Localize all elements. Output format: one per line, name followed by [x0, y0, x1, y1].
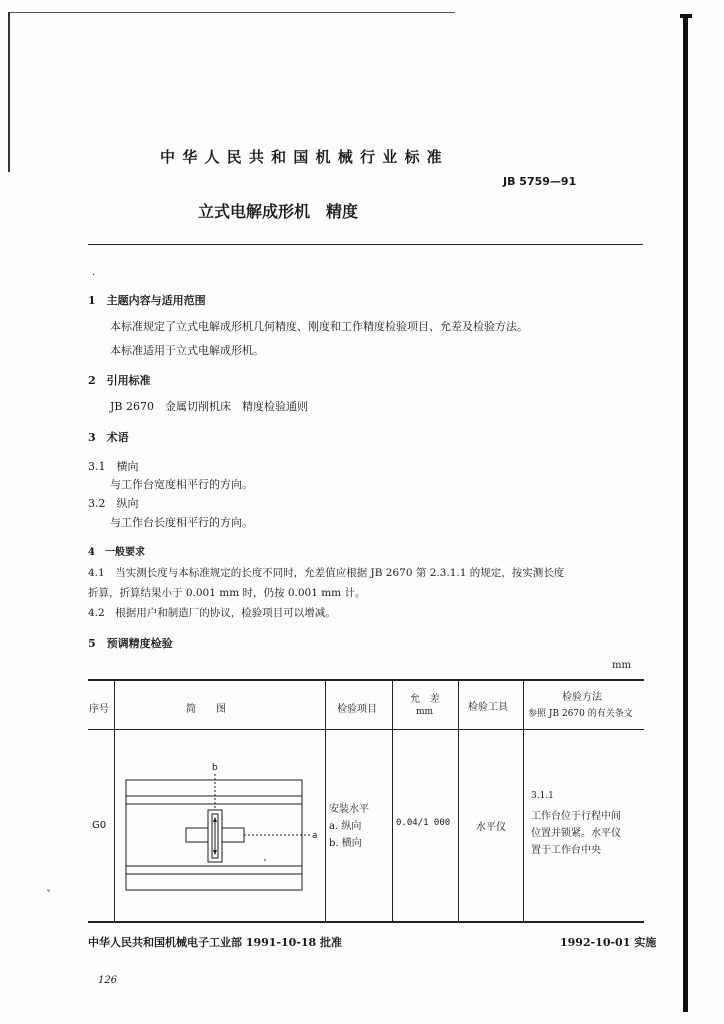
col-divider-1 [114, 680, 115, 922]
method-line-3: 位置并锁紧。水平仪 [531, 828, 621, 839]
scan-top-edge [8, 12, 455, 13]
col-divider-3 [392, 680, 393, 922]
speck-mark: · [92, 270, 96, 281]
scan-left-edge [8, 12, 10, 172]
term-3-1-definition: 与工作台宽度相平行的方向。 [110, 478, 253, 491]
item-line-3: b. 横向 [329, 838, 362, 849]
col-divider-5 [523, 680, 524, 922]
document-title: 立式电解成形机 精度 [198, 202, 359, 221]
section-2-reference: JB 2670 金属切削机床 精度检验通则 [110, 400, 308, 413]
section-4-heading: 4 一般要求 [88, 547, 145, 558]
clause-4-1-line-1: 4.1 当实测长度与本标准规定的长度不同时，允差值应根据 JB 2670 第 2.3.1.1 的规定，按实测长度 [88, 567, 565, 579]
speck-mark-2: ˇ [46, 890, 51, 901]
header-item: 检验项目 [337, 704, 377, 715]
header-tolerance-unit: mm [416, 707, 434, 717]
section-1-heading: 1 主题内容与适用范围 [88, 294, 206, 307]
table-top-rule [88, 679, 644, 681]
label-b: b [212, 763, 218, 773]
table-header-rule [88, 729, 644, 730]
term-3-1-label: 3.1 横向 [88, 460, 139, 473]
item-line-2: a. 纵向 [329, 821, 362, 832]
term-3-2-label: 3.2 纵向 [88, 497, 139, 510]
header-diagram: 简 图 [186, 704, 226, 715]
table-bottom-rule [88, 921, 644, 923]
page-number: 126 [98, 975, 118, 986]
section-5-heading: 5 预调精度检验 [88, 637, 173, 650]
method-clause: 3.1.1 [531, 791, 554, 801]
header-method-reference: 参照 JB 2670 的有关条文 [528, 709, 633, 719]
col-divider-2 [325, 680, 326, 922]
level-setup-diagram [120, 760, 320, 900]
header-tool: 检验工具 [468, 702, 508, 713]
section-2-heading: 2 引用标准 [88, 374, 151, 387]
scan-right-edge-bar [683, 14, 688, 1012]
section-3-heading: 3 术语 [88, 431, 129, 444]
approval-statement: 中华人民共和国机械电子工业部 1991-10-18 批准 [88, 936, 343, 949]
header-tolerance: 允 差 [410, 694, 440, 705]
term-3-2-definition: 与工作台长度相平行的方向。 [110, 516, 253, 529]
header-method: 检验方法 [562, 692, 602, 703]
tolerance-value: 0.04/1 000 [396, 818, 451, 828]
header-rule [88, 244, 643, 245]
section-1-paragraph-1: 本标准规定了立式电解成形机几何精度、刚度和工作精度检验项目、允差及检验方法。 [110, 320, 528, 333]
method-line-4: 置于工作台中央 [531, 845, 601, 856]
item-line-1: 安装水平 [329, 804, 369, 815]
standard-number: JB 5759—91 [503, 175, 577, 188]
method-line-2: 工作台位于行程中间 [531, 811, 621, 822]
row-number: G0 [92, 820, 107, 831]
header-no: 序号 [89, 704, 109, 715]
col-divider-4 [458, 680, 459, 922]
clause-4-2: 4.2 根据用户和制造厂的协议，检验项目可以增减。 [88, 607, 336, 619]
tool-value: 水平仪 [476, 822, 506, 833]
label-a: a [312, 831, 318, 841]
effective-date: 1992-10-01 实施 [560, 936, 657, 949]
section-1-paragraph-2: 本标准适用于立式电解成形机。 [110, 344, 264, 357]
clause-4-1-line-2: 折算，折算结果小于 0.001 mm 时，仍按 0.001 mm 计。 [88, 587, 366, 599]
org-title: 中 华 人 民 共 和 国 机 械 行 业 标 准 [160, 148, 443, 166]
unit-label: mm [612, 660, 631, 671]
scan-right-edge-tick [680, 14, 692, 18]
speck [264, 859, 266, 861]
